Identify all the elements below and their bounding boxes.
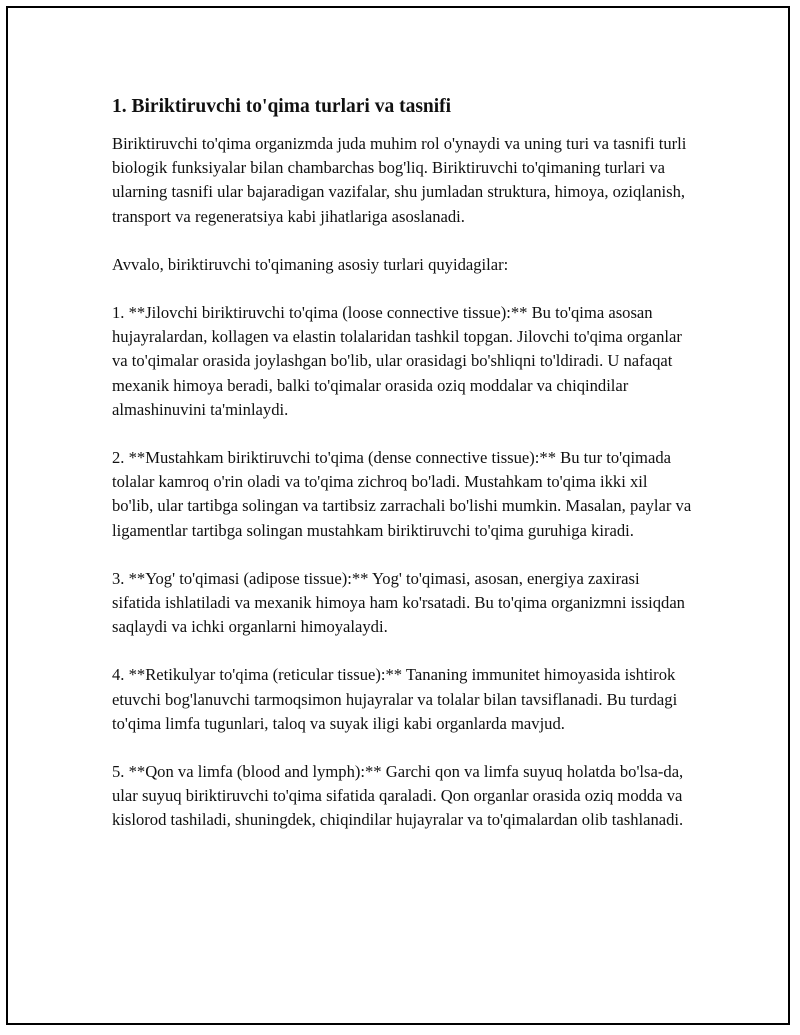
list-item-loose-tissue: 1. **Jilovchi biriktiruvchi to'qima (loose connective tissue):** Bu to'qima asosan hujayralardan, kollagen va elastin tolalaridan tashkil topgan. Jilovchi to'qima organlar va to'qimalar orasida joylashgan bo'lib, ular orasidagi bo'shliqni to'ldiradi. U nafaqat mexanik himoya beradi, balki to'qimalar orasida oziq moddalar va chiqindilar almashinuvini ta'minlaydi. (112, 303, 682, 419)
document-title: 1. Biriktiruvchi to'qima turlari va tasnifi (112, 96, 452, 117)
types-lead-paragraph: Avvalo, biriktiruvchi to'qimaning asosiy turlari quyidagilar: (112, 254, 509, 274)
list-item-reticular-tissue: 4. **Retikulyar to'qima (reticular tissue):** Tananing immunitet himoyasida ishtirok etuvchi bog'lanuvchi tarmoqsimon hujayralar va tolalar bilan tavsiflanadi. Bu turdagi to'qima limfa tugunlari, taloq va suyak iligi kabi organlarda mavjud. (112, 665, 678, 733)
list-item-dense-tissue: 2. **Mustahkam biriktiruvchi to'qima (dense connective tissue):** Bu tur to'qimada tolalar kamroq o'rin oladi va to'qima zichroq bo'ladi. Mustahkam to'qima ikki xil bo'lib, ular tartibga solingan va tartibsiz zarrachali bo'lishi mumkin. Masalan, paylar va ligamentlar tartibga solingan mustahkam biriktiruvchi to'qima guruhiga kiradi. (112, 448, 692, 540)
document-body (112, 94, 692, 857)
list-item-blood-lymph: 5. **Qon va limfa (blood and lymph):** Garchi qon va limfa suyuq holatda bo'lsa-da, ular suyuq biriktiruvchi to'qima sifatida qaraladi. Qon organlar orasida oziq modda va kislorod tashiladi, shuningdek, chiqindilar hujayralar va to'qimalardan olib tashlanadi. (112, 762, 684, 830)
list-item-adipose-tissue: 3. **Yog' to'qimasi (adipose tissue):** Yog' to'qimasi, asosan, energiya zaxirasi sifatida ishlatiladi va mexanik himoya ham ko'rsatadi. Bu to'qima organizmni issiqdan saqlaydi va ichki organlarni himoyalaydi. (112, 568, 685, 637)
intro-paragraph: Biriktiruvchi to'qima organizmda juda muhim rol o'ynaydi va uning turi va tasnifi turli biologik funksiyalar bilan chambarchas bog'liq. Biriktiruvchi to'qimaning turlari va ularning tasnifi ular bajaradigan vazifalar, shu jumladan struktura, himoya, oziqlanish, transport va regeneratsiya kabi jihatlariga asoslanadi. (112, 134, 687, 226)
